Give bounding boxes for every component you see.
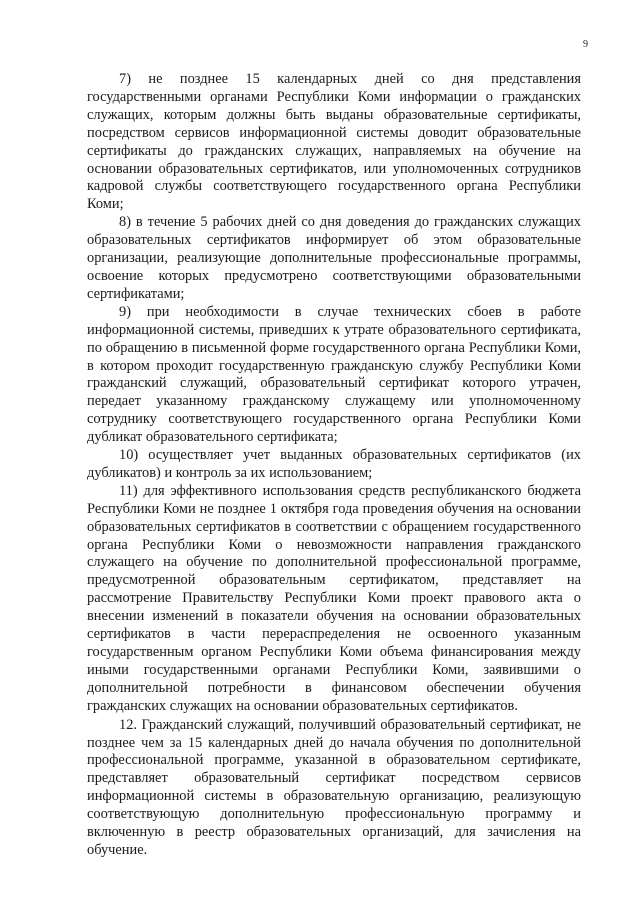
paragraph-item-12: 12. Гражданский служащий, получивший образовательный сертификат, не позднее чем за 15 календарных дней до начала обучения по дополнительной профессиональной программе, указанной в образовательном сертификате, представляет образовательный сертификат посредством сервисов информационной системы в образовательную организацию, реализующую соответствующую дополнительную профессиональную программу и включенную в реестр образовательных организаций, для зачисления на обучение. bbox=[87, 716, 581, 858]
paragraph-item-8: 8) в течение 5 рабочих дней со дня доведения до гражданских служащих образовательных сертификатов информирует об этом образовательные организации, реализующие дополнительные профессиональные программы, освоение которых предусмотрено соответствующими образовательными сертификатами; bbox=[87, 214, 581, 302]
paragraph-item-10: 10) осуществляет учет выданных образовательных сертификатов (их дубликатов) и контроль за их использованием; bbox=[87, 447, 581, 481]
paragraph-item-11: 11) для эффективного использования средств республиканского бюджета Республики Коми не позднее 1 октября года проведения обучения на основании образовательных сертификатов в соответствии с обращением государственного органа Республики Коми о невозможности направления гражданского служащего на обучение по дополнительной профессиональной программе, предусмотренной образовательным сертификатом, представляет на рассмотрение Правительству Республики Коми проект правового акта о внесении изменений в показатели обучения на основании образовательных сертификатов в части перераспределения не освоенного указанным государственным органом Республики Коми объема финансирования между иными государственными органами Республики Коми, заявившими о дополнительной потребности в финансовом обеспечении обучения гражданских служащих на основании образовательных сертификатов. bbox=[87, 482, 581, 714]
document-body bbox=[87, 71, 581, 860]
page-number: 9 bbox=[583, 39, 588, 50]
paragraph-item-7: 7) не позднее 15 календарных дней со дня представления государственными органами Республики Коми информации о гражданских служащих, которым должны быть выданы образовательные сертификаты, посредством сервисов информационной системы доводит образовательные сертификаты до гражданских служащих, направляемых на обучение на основании образовательных сертификатов, или уполномоченных сотрудников кадровой службы соответствующего государственного органа Республики Коми; bbox=[87, 71, 581, 213]
paragraph-item-9: 9) при необходимости в случае технических сбоев в работе информационной системы, приведших к утрате образовательного сертификата, по обращению в письменной форме государственного органа Республики Коми, в котором проходит государственную гражданскую службу Республики Коми гражданский служащий, образовательный сертификат которого утрачен, передает указанному гражданскому служащему или уполномоченному сотруднику соответствующего государственного органа Республики Коми дубликат образовательного сертификата; bbox=[87, 303, 581, 446]
